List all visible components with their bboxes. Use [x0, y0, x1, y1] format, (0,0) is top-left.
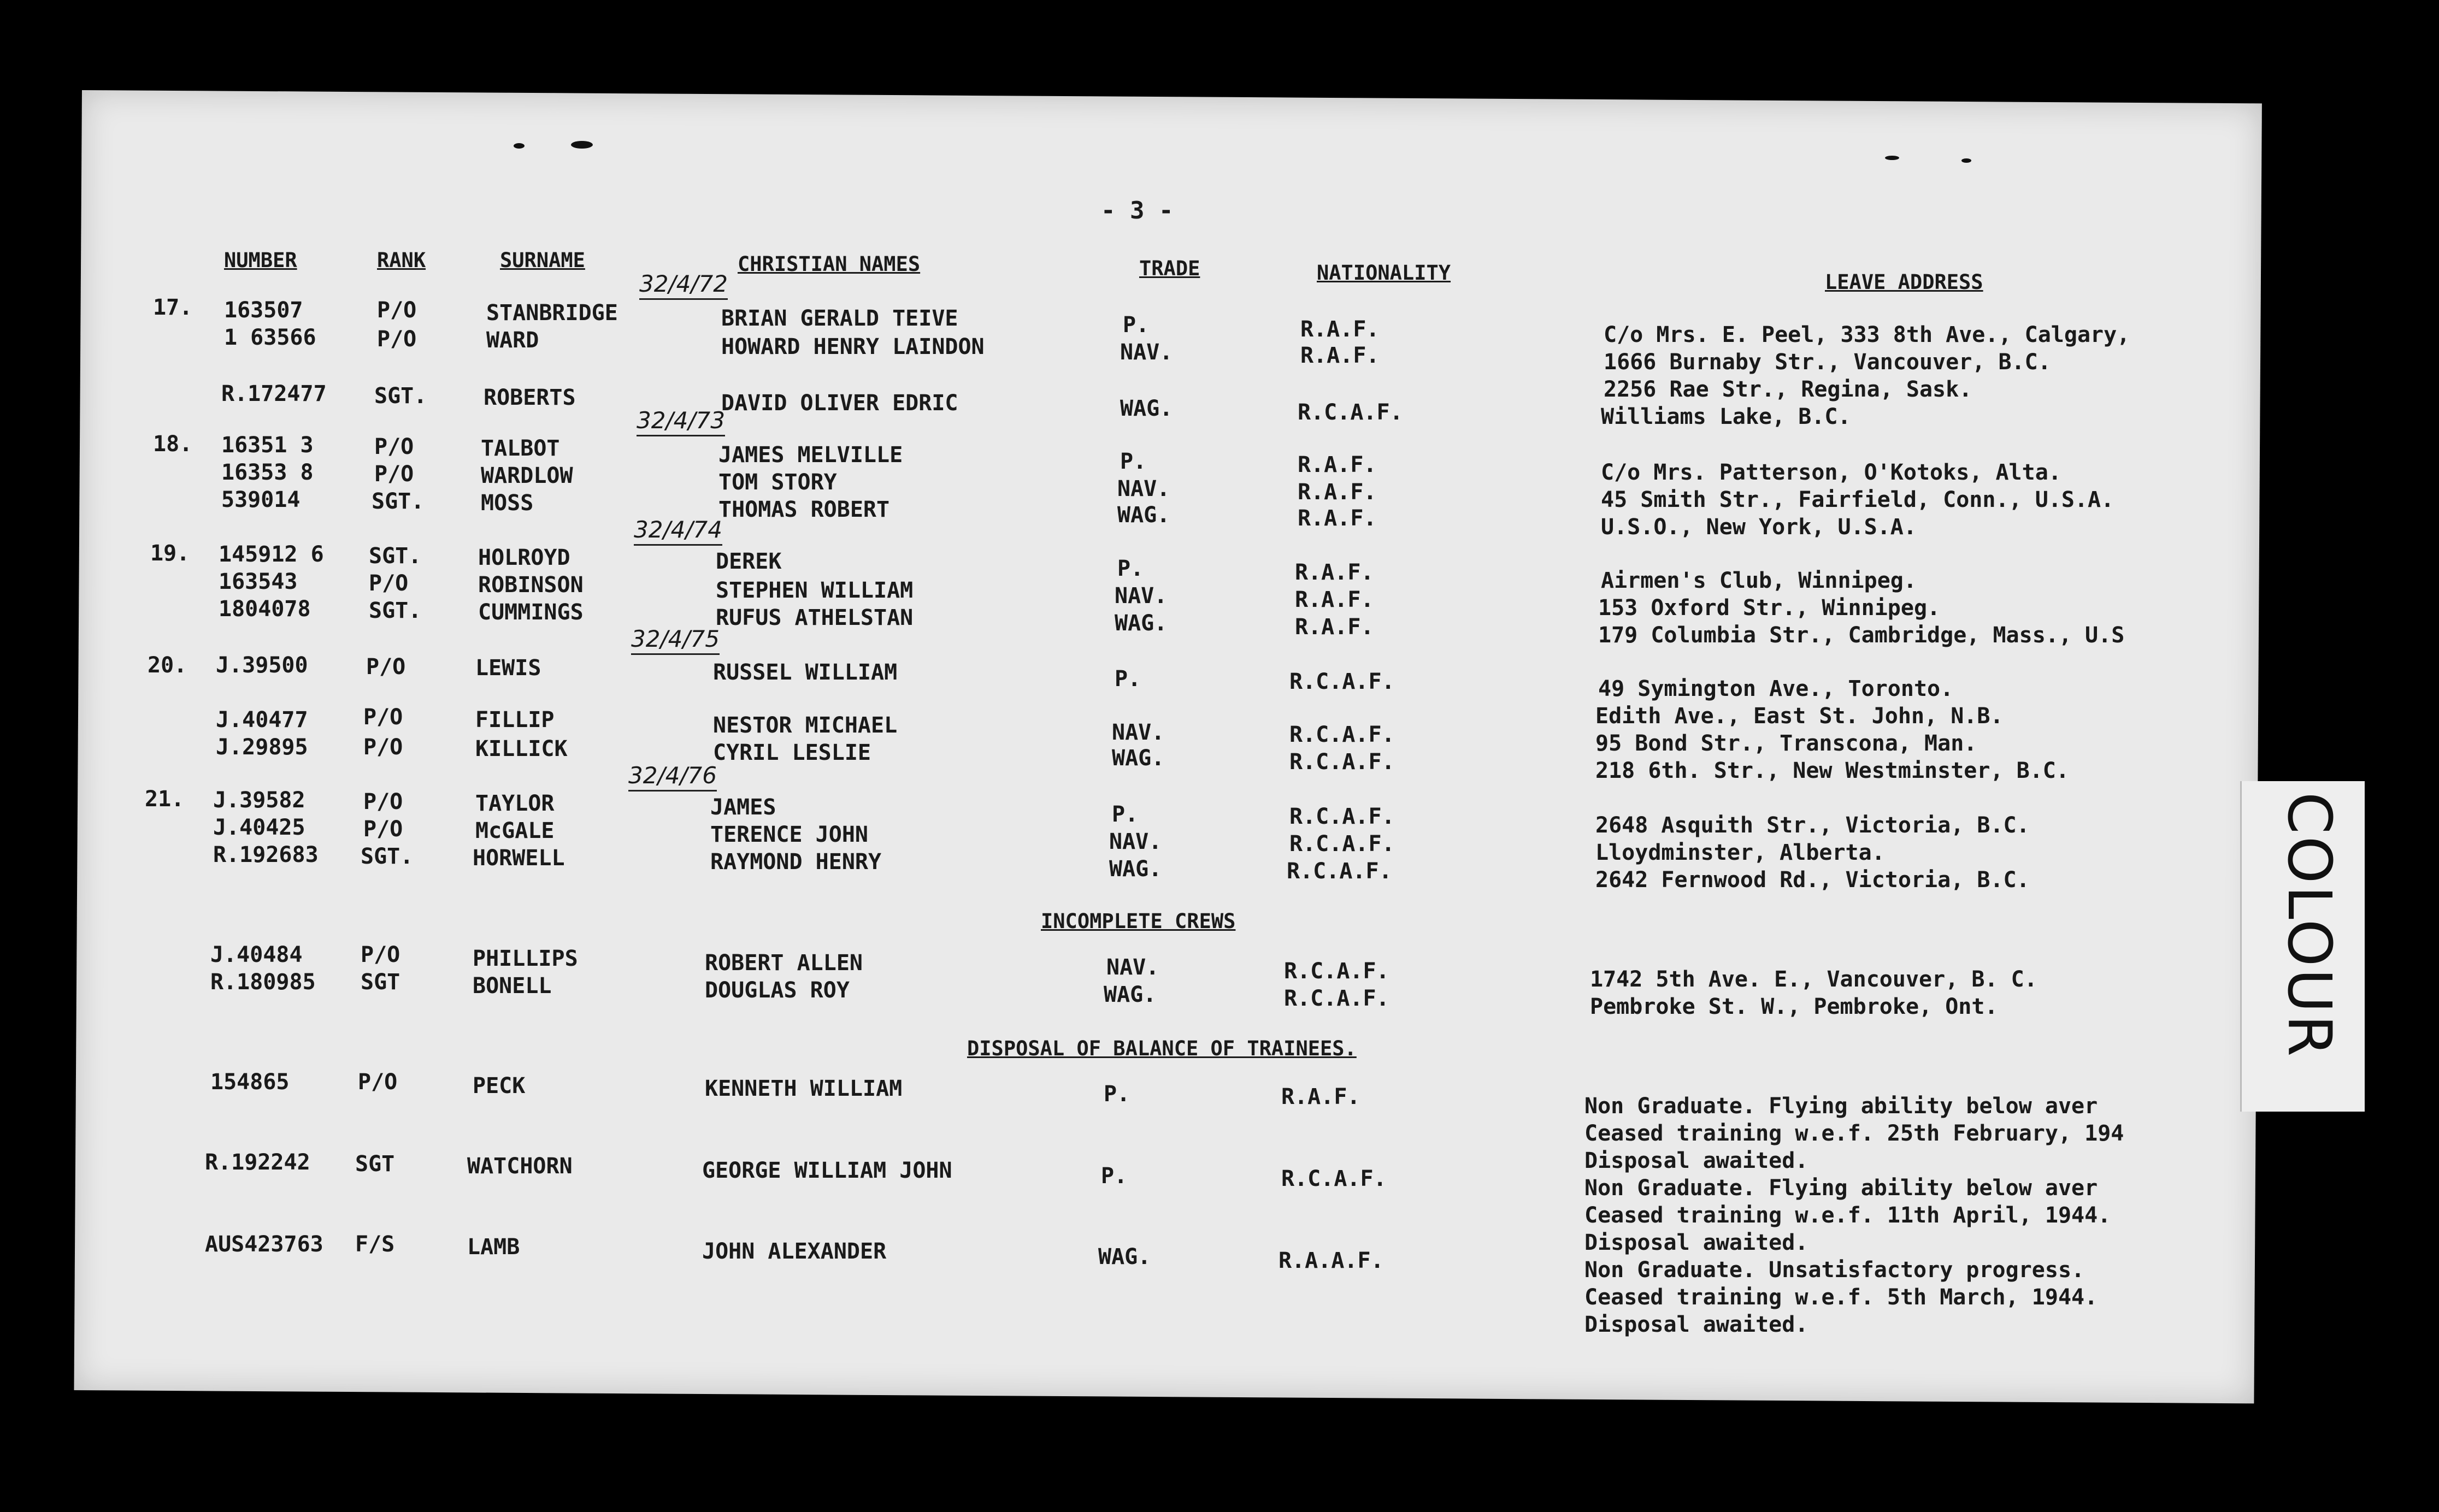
christian-names: TOM STORY	[718, 470, 837, 495]
rank: SGT.	[372, 489, 425, 514]
nationality: R.A.F.	[1298, 480, 1377, 505]
rank: P/O	[363, 817, 403, 842]
file-reference: 32/4/76	[628, 762, 717, 792]
nationality: R.A.F.	[1300, 343, 1380, 368]
file-reference: 32/4/74	[634, 516, 722, 546]
surname: ROBERTS	[484, 385, 576, 410]
christian-names: RUSSEL WILLIAM	[713, 660, 898, 685]
rank: P/O	[369, 571, 409, 596]
leave-address: 49 Symington Ave., Toronto.	[1598, 676, 1954, 701]
leave-address: Pembroke St. W., Pembroke, Ont.	[1590, 994, 1998, 1019]
trade: P.	[1112, 802, 1139, 827]
colour-tab	[2240, 781, 2365, 1112]
disposal-note: Disposal awaited.	[1584, 1230, 1808, 1255]
leave-address: C/o Mrs. Patterson, O'Kotoks, Alta.	[1601, 460, 2061, 485]
christian-names: THOMAS ROBERT	[718, 497, 890, 522]
service-number: R.180985	[210, 970, 316, 995]
trade: WAG.	[1104, 982, 1157, 1007]
rank: SGT	[361, 970, 400, 995]
rank: P/O	[377, 327, 417, 352]
service-number: J.40484	[210, 942, 303, 967]
service-number: 16353 8	[221, 460, 314, 485]
disposal-note: Ceased training w.e.f. 5th March, 1944.	[1584, 1285, 2098, 1310]
trade: NAV.	[1117, 476, 1170, 501]
header-leave-address: LEAVE ADDRESS	[1825, 270, 1983, 294]
leave-address: 2256 Rae Str., Regina, Sask.	[1604, 377, 1972, 402]
trade: WAG.	[1112, 746, 1165, 771]
header-nationality: NATIONALITY	[1317, 261, 1451, 285]
service-number: J.40425	[213, 815, 305, 840]
surname: CUMMINGS	[478, 600, 584, 625]
leave-address: C/o Mrs. E. Peel, 333 8th Ave., Calgary,	[1604, 322, 2130, 347]
nationality: R.C.A.F.	[1289, 749, 1395, 775]
trade: WAG.	[1117, 503, 1170, 528]
nationality: R.A.F.	[1300, 317, 1380, 342]
surname: TALBOT	[481, 436, 560, 461]
nationality: R.C.A.F.	[1289, 722, 1395, 747]
surname: TAYLOR	[475, 791, 555, 816]
rank: P/O	[361, 942, 400, 967]
service-number: J.39582	[213, 788, 305, 813]
christian-names: DOUGLAS ROY	[705, 978, 850, 1003]
trade: P.	[1101, 1163, 1128, 1189]
trade: P.	[1117, 556, 1144, 581]
rank: P/O	[363, 789, 403, 814]
surname: PECK	[473, 1073, 526, 1098]
christian-names: DEREK	[716, 549, 782, 574]
crew-number: 20.	[148, 653, 187, 678]
leave-address: 1742 5th Ave. E., Vancouver, B. C.	[1590, 967, 2037, 992]
trade: NAV.	[1115, 583, 1168, 609]
colour-tab-label: COLOUR	[2275, 792, 2344, 1059]
christian-names: TERENCE JOHN	[710, 822, 868, 847]
file-reference: 32/4/72	[639, 270, 728, 300]
christian-names: RUFUS ATHELSTAN	[716, 605, 914, 630]
header-trade: TRADE	[1139, 257, 1200, 280]
leave-address: 45 Smith Str., Fairfield, Conn., U.S.A.	[1601, 487, 2114, 512]
rank: P/O	[377, 298, 417, 323]
rank: SGT.	[369, 544, 422, 569]
nationality: R.A.A.F.	[1279, 1248, 1384, 1273]
speck	[571, 141, 593, 149]
trade: P.	[1104, 1082, 1130, 1107]
nationality: R.C.A.F.	[1289, 831, 1395, 857]
surname: PHILLIPS	[473, 946, 578, 971]
christian-names: STEPHEN WILLIAM	[716, 578, 914, 603]
leave-address: U.S.O., New York, U.S.A.	[1601, 515, 1917, 540]
rank: P/O	[374, 462, 414, 487]
leave-address: 153 Oxford Str., Winnipeg.	[1598, 595, 1941, 621]
page-number: - 3 -	[1101, 197, 1174, 225]
christian-names: HOWARD HENRY LAINDON	[721, 334, 985, 359]
file-reference: 32/4/73	[637, 407, 725, 436]
christian-names: ROBERT ALLEN	[705, 950, 863, 976]
service-number: J.39500	[216, 653, 308, 678]
surname: WARDLOW	[481, 463, 573, 488]
christian-names: NESTOR MICHAEL	[713, 713, 898, 738]
rank: SGT.	[374, 383, 427, 409]
rank: P/O	[363, 735, 403, 760]
trade: WAG.	[1109, 857, 1162, 882]
christian-names: GEORGE WILLIAM JOHN	[702, 1158, 952, 1183]
surname: ROBINSON	[478, 572, 584, 598]
nationality: R.A.F.	[1298, 452, 1377, 477]
surname: BONELL	[473, 973, 552, 999]
trade: P.	[1120, 449, 1147, 474]
disposal-note: Ceased training w.e.f. 25th February, 194	[1584, 1121, 2124, 1146]
christian-names: RAYMOND HENRY	[710, 849, 882, 875]
crew-number: 18.	[153, 432, 193, 457]
christian-names: KENNETH WILLIAM	[705, 1076, 903, 1101]
christian-names: JAMES	[710, 795, 776, 820]
trade: P.	[1123, 312, 1150, 338]
nationality: R.C.A.F.	[1284, 959, 1389, 984]
speck	[1961, 158, 1971, 163]
surname: STANBRIDGE	[486, 300, 618, 326]
leave-address: Airmen's Club, Winnipeg.	[1601, 568, 1917, 593]
header-rank: RANK	[377, 249, 426, 272]
service-number: J.29895	[216, 735, 308, 760]
crew-number: 19.	[150, 541, 190, 566]
disposal-note: Non Graduate. Flying ability below aver	[1584, 1094, 2098, 1119]
trade: NAV.	[1109, 829, 1162, 854]
leave-address: 2642 Fernwood Rd., Victoria, B.C.	[1595, 867, 2030, 893]
rank: P/O	[363, 705, 403, 730]
service-number: R.172477	[221, 381, 327, 406]
trade: WAG.	[1120, 396, 1173, 421]
leave-address: 218 6th. Str., New Westminster, B.C.	[1595, 758, 2069, 783]
trade: NAV.	[1120, 340, 1173, 365]
rank: F/S	[355, 1232, 395, 1257]
leave-address: 95 Bond Str., Transcona, Man.	[1595, 731, 1977, 756]
service-number: R.192242	[205, 1150, 310, 1175]
surname: LAMB	[467, 1235, 520, 1260]
service-number: 163543	[219, 569, 298, 594]
surname: LEWIS	[475, 655, 541, 681]
speck	[514, 143, 525, 149]
surname: WATCHORN	[467, 1154, 573, 1179]
service-number: 154865	[210, 1070, 290, 1095]
christian-names: DAVID OLIVER EDRIC	[721, 391, 958, 416]
surname: MOSS	[481, 491, 534, 516]
service-number: 1804078	[219, 596, 311, 622]
christian-names: JAMES MELVILLE	[718, 442, 903, 468]
christian-names: JOHN ALEXANDER	[702, 1239, 887, 1264]
service-number: AUS423763	[205, 1232, 323, 1257]
disposal-note: Ceased training w.e.f. 11th April, 1944.	[1584, 1203, 2111, 1228]
leave-address: Williams Lake, B.C.	[1601, 404, 1851, 429]
disposal-note: Non Graduate. Flying ability below aver	[1584, 1176, 2098, 1201]
service-number: 539014	[221, 487, 301, 512]
trade: WAG.	[1115, 611, 1168, 636]
christian-names: BRIAN GERALD TEIVE	[721, 306, 958, 331]
header-surname: SURNAME	[500, 249, 585, 272]
service-number: 16351 3	[221, 433, 314, 458]
nationality: R.C.A.F.	[1298, 400, 1403, 425]
nationality: R.A.F.	[1295, 615, 1374, 640]
surname: FILLIP	[475, 707, 555, 733]
rank: SGT	[355, 1151, 395, 1177]
disposal-note: Disposal awaited.	[1584, 1312, 1808, 1337]
leave-address: 1666 Burnaby Str., Vancouver, B.C.	[1604, 350, 2051, 375]
trade: NAV.	[1112, 720, 1165, 745]
nationality: R.A.F.	[1295, 560, 1374, 585]
surname: HOLROYD	[478, 545, 570, 570]
file-reference: 32/4/75	[631, 625, 720, 655]
nationality: R.C.A.F.	[1289, 669, 1395, 694]
nationality: R.A.F.	[1298, 506, 1377, 531]
service-number: 163507	[224, 298, 303, 323]
nationality: R.C.A.F.	[1289, 804, 1395, 829]
service-number: J.40477	[216, 707, 308, 733]
disposal-heading: DISPOSAL OF BALANCE OF TRAINEES.	[967, 1037, 1357, 1060]
surname: HORWELL	[473, 846, 565, 871]
service-number: R.192683	[213, 842, 319, 867]
rank: P/O	[374, 434, 414, 459]
crew-number: 17.	[153, 295, 193, 320]
trade: NAV.	[1106, 955, 1159, 980]
rank: P/O	[358, 1070, 398, 1095]
disposal-note: Non Graduate. Unsatisfactory progress.	[1584, 1257, 2085, 1283]
nationality: R.A.F.	[1281, 1084, 1360, 1109]
rank: P/O	[366, 654, 406, 680]
nationality: R.C.A.F.	[1287, 859, 1392, 884]
nationality: R.C.A.F.	[1281, 1166, 1387, 1191]
surname: WARD	[486, 328, 539, 353]
surname: McGALE	[475, 818, 555, 843]
surname: KILLICK	[475, 736, 568, 761]
rank: SGT.	[369, 598, 422, 623]
leave-address: Lloydminster, Alberta.	[1595, 840, 1885, 865]
nationality: R.C.A.F.	[1284, 986, 1389, 1011]
leave-address: 2648 Asquith Str., Victoria, B.C.	[1595, 813, 2030, 838]
service-number: 145912 6	[219, 542, 324, 567]
rank: SGT.	[361, 844, 414, 869]
service-number: 1 63566	[224, 325, 316, 350]
trade: WAG.	[1098, 1244, 1151, 1269]
crew-number: 21.	[145, 787, 185, 812]
christian-names: CYRIL LESLIE	[713, 740, 871, 765]
header-number: NUMBER	[224, 249, 297, 272]
trade: P.	[1115, 666, 1141, 692]
nationality: R.A.F.	[1295, 587, 1374, 612]
leave-address: Edith Ave., East St. John, N.B.	[1595, 704, 2004, 729]
header-christian-names: CHRISTIAN NAMES	[738, 252, 921, 276]
disposal-note: Disposal awaited.	[1584, 1148, 1808, 1173]
incomplete-crews-heading: INCOMPLETE CREWS	[1041, 909, 1236, 933]
leave-address: 179 Columbia Str., Cambridge, Mass., U.S	[1598, 623, 2125, 648]
speck	[1885, 156, 1899, 160]
